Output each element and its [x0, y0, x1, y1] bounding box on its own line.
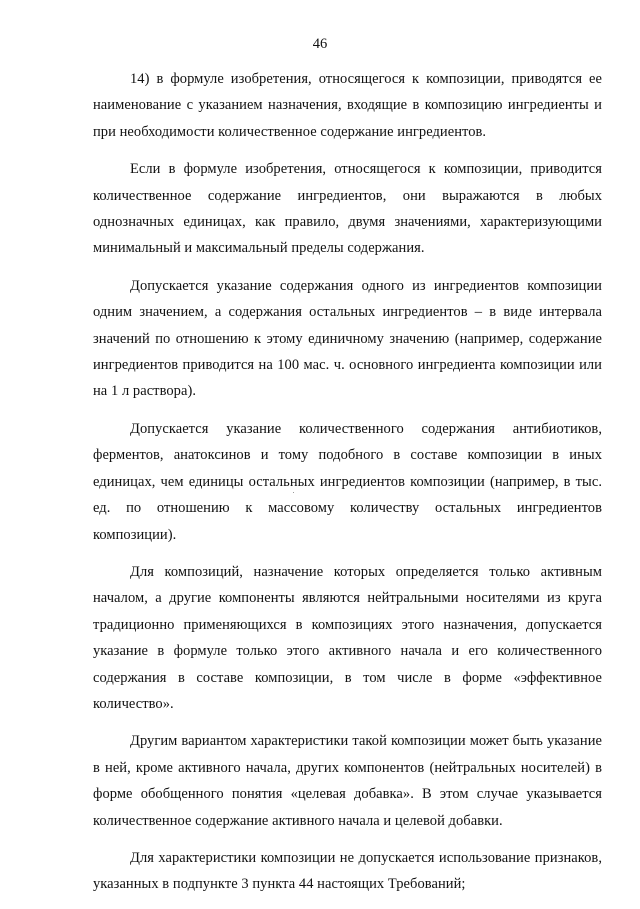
scan-artifact: [293, 492, 294, 493]
paragraph-target-additive: Другим вариантом характеристики такой композиции может быть указание в ней, кроме активного начала, других компонентов (нейтральных носителей) в форме обобщенного понятия «целевая добавка». В этом случае указывается количественное содержание активного начала и целевой добавки.: [93, 733, 602, 829]
paragraph-active-ingredient: Для композиций, назначение которых определяется только активным началом, а другие компоненты являются нейтральными носителями из круга традиционно применяющихся в композициях этого назначения, допускается указание в формуле только этого активного начала и его количественного содержания в составе композиции, в том числе в форме «эффективное количество».: [93, 563, 602, 712]
page-number: 46: [312, 36, 328, 52]
paragraph-quantitative-content: Если в формуле изобретения, относящегося к композиции, приводится количественное содержание ингредиентов, они выражаются в любых однозначных единицах, как правило, двумя значениями, характеризующими минимальный и максимальный пределы содержания.: [93, 161, 602, 257]
paragraph-composition-claim: 14) в формуле изобретения, относящегося к композиции, приводятся ее наименование с указанием назначения, входящие в композицию ингредиенты и при необходимости количественное содержание ингредиентов.: [93, 71, 602, 140]
paragraph-antibiotics-units: Допускается указание количественного содержания антибиотиков, ферментов, анатоксинов и тому подобного в составе композиции в иных единицах, чем единицы остальных ингредиентов композиции (например, в тыс. ед. по отношению к массовому количеству остальных ингредиентов композиции).: [93, 420, 602, 543]
paragraph-prohibited-features: Для характеристики композиции не допускается использование признаков, указанных в подпункте 3 пункта 44 настоящих Требований;: [93, 849, 602, 893]
document-body: [93, 66, 602, 909]
paragraph-single-value: Допускается указание содержания одного из ингредиентов композиции одним значением, а содержания остальных ингредиентов – в виде интервала значений по отношению к этому единичному значению (например, содержание ингредиентов приводится на 100 мас. ч. основного ингредиента композиции или на 1 л раствора).: [93, 277, 602, 400]
